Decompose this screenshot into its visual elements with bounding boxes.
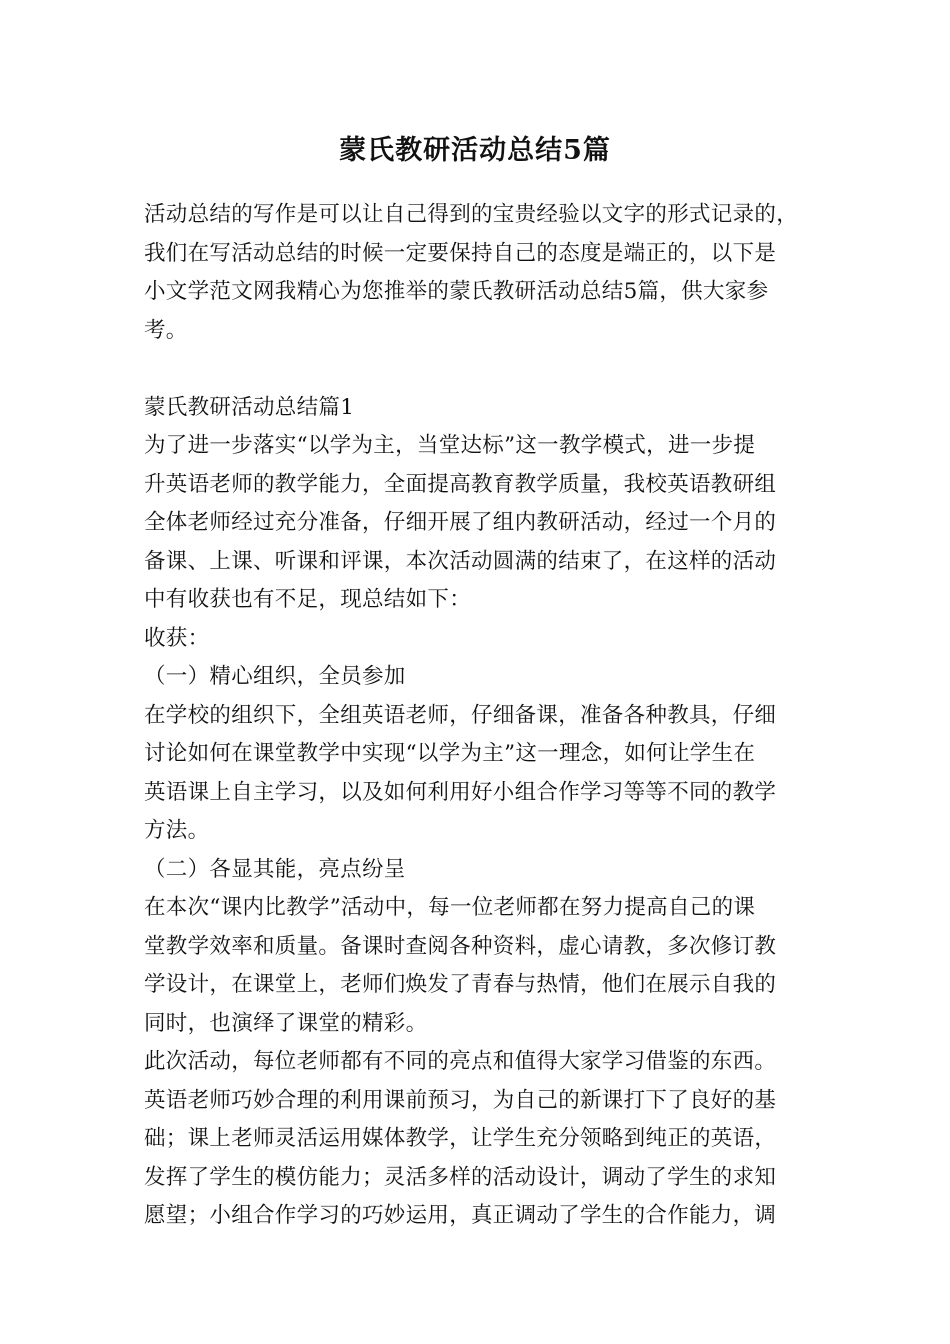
document-body	[144, 196, 824, 1236]
intro-line: 考。	[144, 317, 188, 343]
section-heading: 蒙氏教研活动总结篇1	[144, 394, 355, 420]
body-line: 全体老师经过充分准备，仔细开展了组内教研活动，经过一个月的	[144, 510, 777, 535]
body-line: 讨论如何在课堂教学中实现“以学为主”这一理念，如何让学生在	[144, 741, 756, 766]
body-line: 同时，也演绎了课堂的精彩。	[144, 1010, 428, 1036]
subheading: （一）精心组织，全员参加	[144, 664, 406, 689]
body-line: 学设计，在课堂上，老师们焕发了青春与热情，他们在展示自我的	[144, 972, 777, 997]
body-line: 础；课上老师灵活运用媒体教学，让学生充分领略到纯正的英语，	[144, 1126, 777, 1151]
body-line: 愿望；小组合作学习的巧妙运用，真正调动了学生的合作能力，调	[144, 1203, 777, 1228]
body-line: 在学校的组织下，全组英语老师，仔细备课，准备各种教具，仔细	[144, 702, 777, 728]
body-line: 发挥了学生的模仿能力；灵活多样的活动设计，调动了学生的求知	[144, 1164, 777, 1190]
body-line: 在本次“课内比教学”活动中，每一位老师都在努力提高自己的课	[144, 895, 756, 920]
body-line: 堂教学效率和质量。备课时查阅各种资料，虚心请教，多次修订教	[144, 933, 777, 959]
intro-line: 活动总结的写作是可以让自己得到的宝贵经验以文字的形式记录的，	[144, 202, 799, 227]
intro-line: 小文学范文网我精心为您推举的蒙氏教研活动总结5篇，供大家参	[144, 279, 769, 304]
body-line: 升英语老师的教学能力，全面提高教育教学质量，我校英语教研组	[144, 471, 777, 497]
body-line: 中有收获也有不足，现总结如下：	[144, 587, 472, 612]
paragraph-spacer	[144, 350, 824, 389]
body-line: 方法。	[144, 818, 210, 843]
body-line: 备课、上课、听课和评课，本次活动圆满的结束了，在这样的活动	[144, 548, 777, 574]
body-line: 为了进一步落实“以学为主，当堂达标”这一教学模式，进一步提	[144, 433, 756, 458]
subheading: （二）各显其能，亮点纷呈	[144, 856, 406, 882]
subheading: 收获：	[144, 625, 210, 651]
body-line: 此次活动，每位老师都有不同的亮点和值得大家学习借鉴的东西。	[144, 1049, 777, 1074]
body-line: 英语老师巧妙合理的利用课前预习，为自己的新课打下了良好的基	[144, 1087, 777, 1113]
intro-line: 我们在写活动总结的时候一定要保持自己的态度是端正的，以下是	[144, 240, 777, 266]
body-line: 英语课上自主学习，以及如何利用好小组合作学习等等不同的教学	[144, 779, 777, 805]
document-title: 蒙氏教研活动总结5篇	[339, 135, 611, 166]
